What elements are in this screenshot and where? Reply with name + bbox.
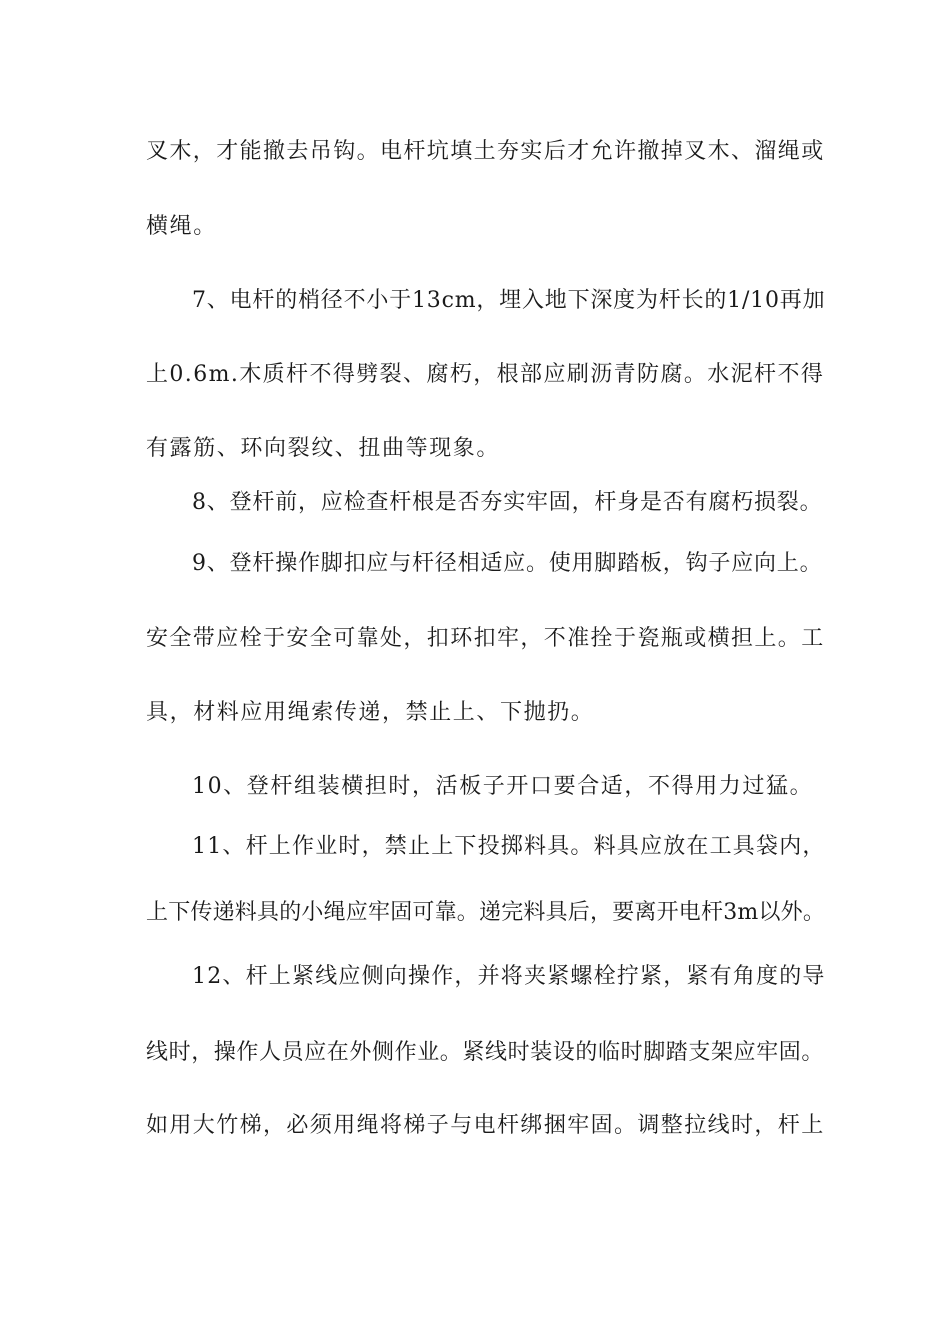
- item-12-line: 12、杆上紧线应侧向操作，并将夹紧螺栓拧紧，紧有角度的导: [192, 964, 826, 989]
- text-line: 线时，操作人员应在外侧作业。紧线时装设的临时脚踏支架应牢固。: [146, 1040, 825, 1065]
- text-line: 横绳。: [146, 214, 217, 239]
- text-line: 具，材料应用绳索传递，禁止上、下抛扔。: [146, 700, 595, 725]
- text-line: 上下传递料具的小绳应牢固可靠。递完料具后，要离开电杆3m以外。: [146, 900, 826, 925]
- text-line: 有露筋、环向裂纹、扭曲等现象。: [146, 436, 501, 461]
- text-line: 安全带应栓于安全可靠处，扣环扣牢，不准拴于瓷瓶或横担上。工: [146, 626, 825, 651]
- text-line: 如用大竹梯，必须用绳将梯子与电杆绑捆牢固。调整拉线时，杆上: [146, 1113, 825, 1138]
- item-10-line: 10、登杆组装横担时，活板子开口要合适，不得用力过猛。: [192, 774, 814, 799]
- text-line: 叉木，才能撤去吊钩。电杆坑填土夯实后才允许撤掉叉木、溜绳或: [146, 139, 825, 164]
- item-9-line: 9、登杆操作脚扣应与杆径相适应。使用脚踏板，钩子应向上。: [192, 551, 823, 576]
- item-11-line: 11、杆上作业时，禁止上下投掷料具。料具应放在工具袋内，: [192, 834, 826, 859]
- item-7-line: 7、电杆的梢径不小于13cm，埋入地下深度为杆长的1/10再加: [192, 288, 826, 313]
- text-line: 上0.6m.木质杆不得劈裂、腐朽，根部应刷沥青防腐。水泥杆不得: [146, 362, 825, 387]
- item-8-line: 8、登杆前，应检查杆根是否夯实牢固，杆身是否有腐朽损裂。: [192, 490, 823, 515]
